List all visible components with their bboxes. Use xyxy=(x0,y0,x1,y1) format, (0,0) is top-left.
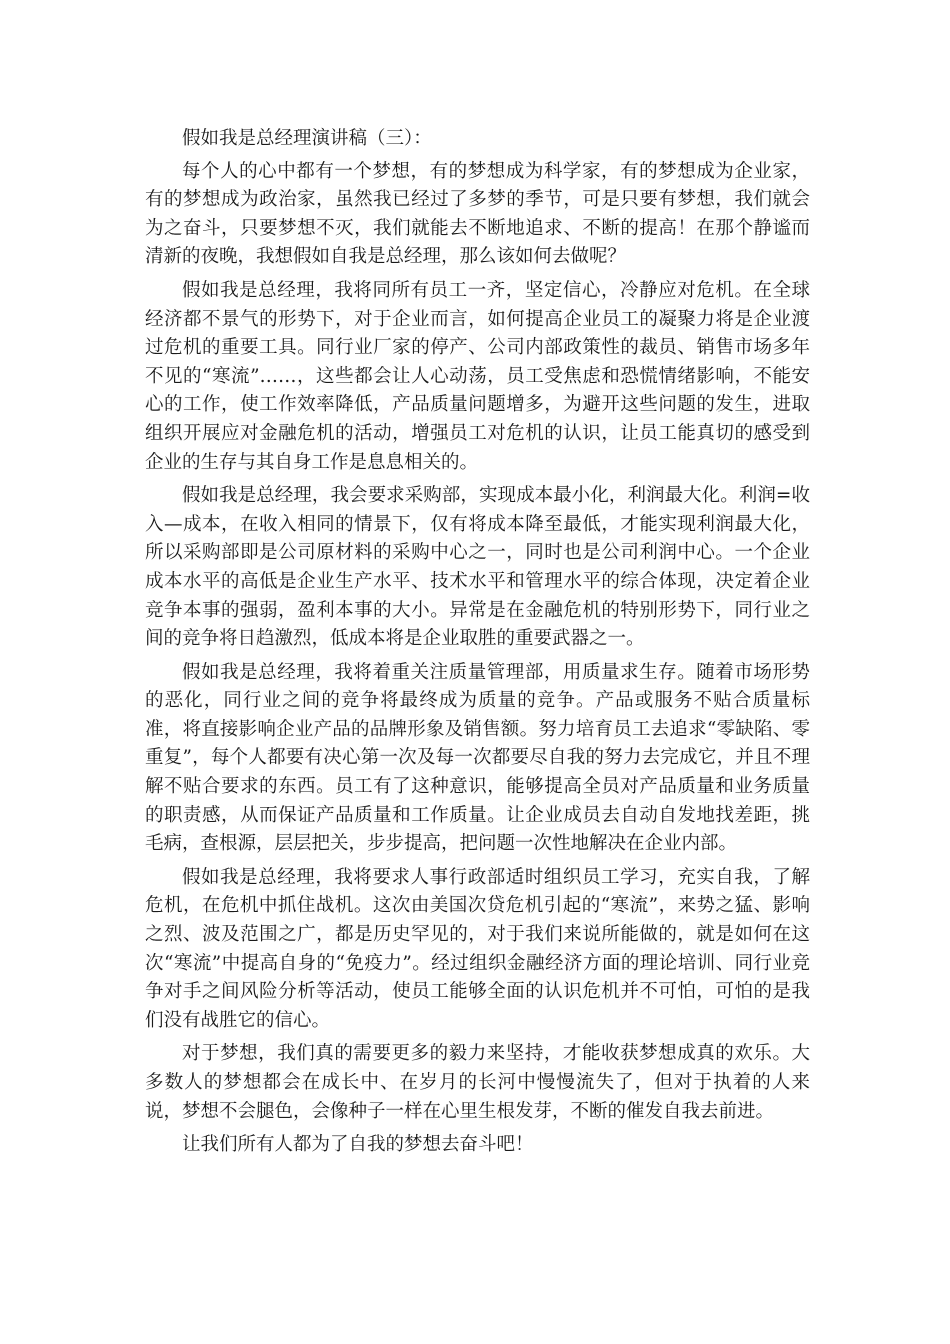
document-title: 假如我是总经理演讲稿（三）： xyxy=(182,128,432,149)
paragraph-cohesion: 假如我是总经理，我将同所有员工一齐，坚定信心，冷静应对危机。在全球经济都不景气的形势下，对于企业而言，如何提高企业员工的凝聚力将是企业渡过危机的重要工具。同行业厂家的停产、公司内部政策性的裁员、销售市场多年不见的“寒流”……，这些都会让人心动荡，员工受焦虑和恐慌情绪影响，不能安心的工作，使工作效率降低，产品质量问题增多，为避开这些问题的发生，进取组织开展应对金融危机的活动，增强员工对危机的认识，让员工能真切的感受到企业的生存与其自身工作是息息相关的。 xyxy=(145,279,810,473)
paragraph-closing: 让我们所有人都为了自我的梦想去奋斗吧！ xyxy=(182,1134,534,1156)
paragraph-training: 假如我是总经理，我将要求人事行政部适时组织员工学习，充实自我，了解危机，在危机中抓住战机。这次由美国次贷危机引起的“寒流”，来势之猛、影响之烈、波及范围之广，都是历史罕见的，对于我们来说所能做的，就是如何在这次“寒流”中提高自身的“免疫力”。经过组织金融经济方面的理论培训、同行业竞争对手之间风险分析等活动，使员工能够全面的认识危机并不可怕，可怕的是我们没有战胜它的信心。 xyxy=(145,866,810,1031)
document-body xyxy=(145,125,810,1165)
paragraph-quality: 假如我是总经理，我将着重关注质量管理部，用质量求生存。随着市场形势的恶化，同行业之间的竞争将最终成为质量的竞争。产品或服务不贴合质量标准，将直接影响企业产品的品牌形象及销售额。努力培育员工去追求“零缺陷、零重复”，每个人都要有决心第一次及每一次都要尽自我的努力去完成它，并且不理解不贴合要求的东西。员工有了这种意识，能够提高全员对产品质量和业务质量的职责感，从而保证产品质量和工作质量。让企业成员去自动自发地找差距，挑毛病，查根源，层层把关，步步提高，把问题一次性地解决在企业内部。 xyxy=(145,661,810,855)
paragraph-intro: 每个人的心中都有一个梦想，有的梦想成为科学家，有的梦想成为企业家，有的梦想成为政治家，虽然我已经过了多梦的季节，可是只要有梦想，我们就会为之奋斗，只要梦想不灭，我们就能去不断地追求、不断的提高！在那个静谧而清新的夜晚，我想假如自我是总经理，那么该如何去做呢？ xyxy=(145,160,810,268)
paragraph-procurement: 假如我是总经理，我会要求采购部，实现成本最小化，利润最大化。利润=收入—成本，在收入相同的情景下，仅有将成本降至最低，才能实现利润最大化，所以采购部即是公司原材料的采购中心之一，同时也是公司利润中心。一个企业成本水平的高低是企业生产水平、技术水平和管理水平的综合体现，决定着企业竞争本事的强弱，盈利本事的大小。异常是在金融危机的特别形势下，同行业之间的竞争将日趋激烈，低成本将是企业取胜的重要武器之一。 xyxy=(145,485,810,650)
paragraph-dream: 对于梦想，我们真的需要更多的毅力来坚持，才能收获梦想成真的欢乐。大多数人的梦想都会在成长中、在岁月的长河中慢慢流失了，但对于执着的人来说，梦想不会腿色，会像种子一样在心里生根发芽，不断的催发自我去前进。 xyxy=(145,1043,810,1122)
